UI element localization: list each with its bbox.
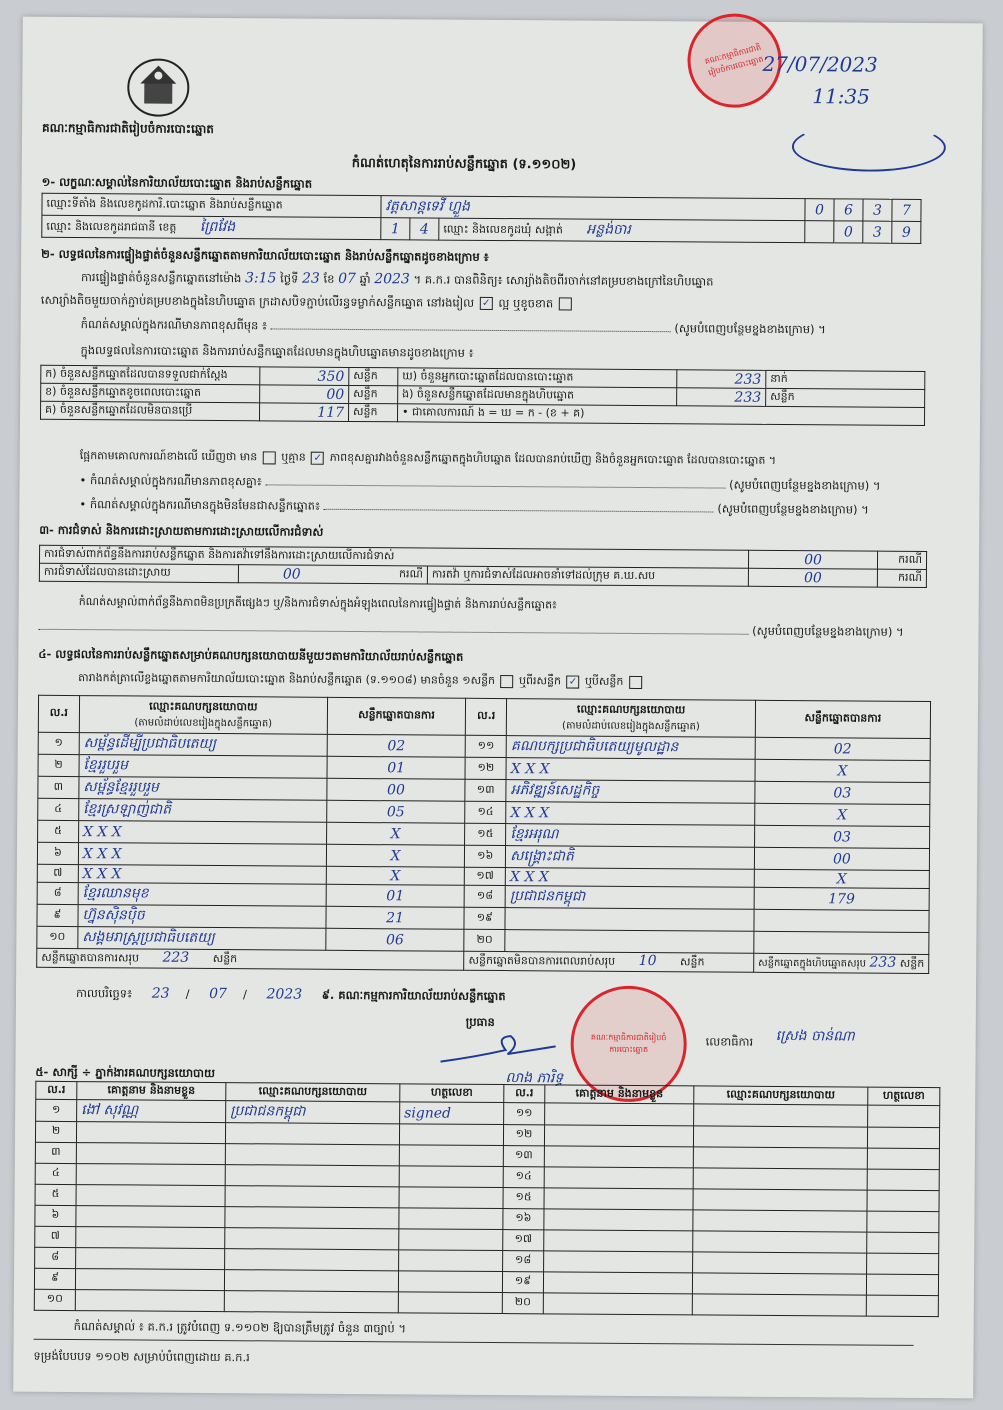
party-votes: X	[326, 866, 465, 885]
line2-text: សោរ្យ៉ាងតិចមួយចាក់ភ្ជាប់គម្របខាងក្នុងនៃហិបឆ្នោត ក្រដាសបិទភ្ជាប់លើរន្ធទម្លាក់សន្លឹកឆ្នោត នៅរងរៀល	[40, 292, 475, 310]
election-form-page	[13, 17, 983, 1399]
section3-note-line	[38, 619, 903, 642]
line1-text-a: ការផ្ទៀងផ្ទាត់ចំនួនសន្លឹកឆ្នោតនៅម៉ោង	[80, 270, 242, 286]
party-name: ខ្មែរស្រឡាញ់ជាតិ	[79, 799, 327, 823]
witness-party	[225, 1249, 399, 1271]
date-year: 2023	[266, 986, 303, 1003]
party-name: អភិវឌ្ឍន៍សេដ្ឋកិច្ច	[506, 780, 755, 804]
party-name: X X X	[505, 868, 754, 888]
party-votes: 01	[326, 884, 465, 907]
section4-heading: ៤- លទ្ធផលនៃការរាប់សន្លឹកឆ្នោតសម្រាប់គណបក្សនយោបាយនីមួយៗតាមការិយាល័យរាប់សន្លឹកឆ្នោត	[38, 646, 464, 664]
party-no: ៤	[38, 798, 79, 820]
col-party-title: ឈ្មោះគណបក្សនយោបាយ	[576, 702, 686, 716]
witness-no: ១៤	[503, 1167, 544, 1188]
commune-code-digit: 9	[892, 221, 921, 243]
witness-sign	[867, 1127, 939, 1149]
col-name: គោត្តនាម និងនាមខ្លួន	[77, 1082, 226, 1101]
unit: នាក់	[766, 370, 925, 389]
party-votes: 02	[327, 734, 466, 757]
witness-name	[544, 1188, 693, 1210]
witness-party	[693, 1168, 867, 1190]
col-no: ល.រ	[38, 695, 79, 732]
witness-no: ៧	[35, 1226, 76, 1247]
section3-heading: ៣- ការជំទាស់ និងការដោះស្រាយតាមការដោះស្រាយលើការជំទាស់	[39, 522, 324, 539]
unit: សន្លឹក	[766, 388, 925, 407]
witness-table	[34, 1081, 941, 1317]
section1-table	[41, 193, 921, 244]
col-party-sub: (តាមលំដាប់លេខរៀងក្នុងសន្លឹកឆ្នោត)	[134, 716, 273, 729]
party-no: ៩	[37, 904, 78, 926]
bad-label: ឬខូចខាត	[512, 296, 554, 311]
witness-no: ១៦	[503, 1209, 544, 1230]
objection-value: 00	[748, 550, 877, 569]
party-name: ប្រជាជនកម្ពុជា	[505, 886, 754, 910]
party-name	[505, 930, 754, 954]
witness-name	[545, 1103, 694, 1126]
station-code-digit: 0	[805, 199, 834, 221]
witness-sign	[868, 1105, 940, 1128]
party-name: ខ្មែររួបរួម	[79, 755, 327, 779]
party-no: ១៥	[465, 823, 506, 845]
date-month: 07	[209, 985, 228, 1003]
resolved-label: ការជំទាស់ដែលបានដោះស្រាយ	[39, 563, 238, 582]
check-line	[80, 449, 776, 470]
witness-no: ១	[36, 1099, 77, 1121]
witness-party	[693, 1126, 867, 1148]
witness-no: ៨	[35, 1247, 76, 1268]
party-votes: X	[755, 759, 930, 782]
one-sheet-checkbox[interactable]	[501, 675, 514, 688]
witness-sign	[399, 1250, 503, 1272]
witness-sign	[866, 1295, 938, 1317]
bullet-note-2	[79, 497, 868, 520]
witness-party	[224, 1291, 398, 1313]
committee-label: ៩. គណៈកម្មការការិយាល័យរាប់សន្លឹកឆ្នោត	[321, 987, 506, 1004]
witness-sign: signed	[400, 1102, 504, 1125]
col-sign: ហត្ថលេខា	[868, 1087, 940, 1106]
section3-note: កំណត់សម្គាល់ពាក់ព័ន្ធនឹងភាពមិនប្រក្រតីផ្សេងៗ ឬ/និងការជំទាស់ក្នុងអំឡុងពេលនៃការផ្ទៀងផ្ទាត់ និងការរាប់សន្លឹកឆ្នោត៖	[78, 595, 557, 612]
col-name: គោត្តនាម និងនាមខ្លួន	[545, 1085, 694, 1104]
witness-name	[75, 1290, 224, 1312]
col-party: ឈ្មោះគណបក្សនយោបាយ	[226, 1083, 400, 1102]
station-value	[381, 196, 805, 221]
station-label: ឈ្មោះទីតាំង និងលេខកូដការិ.បោះឆ្នោត និងរាប់សន្លឹកឆ្នោត	[42, 193, 381, 217]
province-code-digit: 1	[381, 218, 410, 240]
section3-note-suffix: (សូមបំពេញបន្ថែមខ្នងខាងក្រោម) ។	[752, 623, 904, 639]
witness-sign	[867, 1232, 939, 1254]
three-sheets-label: ឬបីសន្លឹក	[584, 674, 624, 688]
no-diff-checkbox[interactable]: ✓	[311, 451, 324, 464]
witness-party	[693, 1189, 867, 1211]
total-invalid-cell	[464, 951, 754, 972]
party-name: ខ្មែរឈានមុខ	[78, 883, 326, 907]
verify-year: 2023	[374, 271, 410, 288]
resolved-cell	[238, 565, 427, 584]
table-header-row	[38, 695, 930, 738]
unit: សន្លឹក	[348, 403, 397, 421]
witness-sign	[399, 1208, 503, 1230]
party-votes: 21	[326, 906, 465, 929]
section3-table	[39, 545, 927, 588]
commune-cell	[439, 218, 805, 243]
col-votes: សន្លឹកឆ្នោតបានការ	[755, 700, 930, 738]
emblem-logo	[126, 57, 190, 117]
witness-name	[544, 1251, 693, 1273]
col-party-title: ឈ្មោះគណបក្សនយោបាយ	[149, 699, 258, 713]
witness-no: ៣	[35, 1142, 76, 1163]
party-no: ១៣	[465, 779, 506, 801]
witness-no: ៥	[35, 1184, 76, 1205]
note-label: កំណត់សម្គាល់ក្នុងករណីមានភាពខុសពីមុន ៖	[80, 317, 268, 333]
section2-note	[81, 317, 826, 339]
witness-party	[225, 1165, 399, 1187]
spoiled-label: ខ) ចំនួនសន្លឹកឆ្នោតខូចពេលបោះឆ្នោត	[41, 383, 260, 403]
party-name: X X X	[78, 821, 326, 845]
line1-text-b: ថ្ងៃទី	[280, 271, 299, 286]
witness-party	[692, 1273, 866, 1295]
witness-sign	[867, 1211, 939, 1233]
formula: • ជាគោលការណ៍ ង = ឃ = ក - (ខ + គ)	[397, 404, 924, 426]
party-name: X X X	[506, 758, 755, 782]
witness-no: ១៩	[502, 1272, 543, 1293]
witness-party	[693, 1210, 867, 1232]
total-box-value: 233	[869, 954, 897, 971]
chair-label: ប្រធាន	[465, 1014, 495, 1029]
party-votes: 03	[755, 781, 930, 804]
witness-name	[76, 1227, 225, 1249]
party-votes: 06	[326, 928, 465, 951]
witness-name	[76, 1143, 225, 1165]
party-votes: 00	[327, 778, 466, 801]
province-label-text: ឈ្មោះ និងលេខកូដរាជធានី ខេត្ត	[46, 219, 177, 234]
witness-party	[694, 1104, 868, 1127]
witness-sign	[867, 1253, 939, 1275]
party-no: ៦	[37, 842, 78, 864]
col-party-sub: (តាមលំដាប់លេខរៀងក្នុងសន្លឹកឆ្នោត)	[562, 719, 700, 732]
bullet2-suffix: (សូមបំពេញបន្ថែមខ្នងខាងក្រោម) ។	[717, 501, 869, 517]
party-votes	[754, 931, 929, 954]
witness-no: ៦	[35, 1205, 76, 1226]
secretary-name: ស្រេង ចាន់ណា	[775, 1027, 855, 1045]
witness-party	[225, 1207, 399, 1229]
witness-name: ងៅ សុវណ្ណ	[77, 1100, 226, 1123]
witness-sign	[399, 1187, 503, 1209]
witness-party: ប្រជាជនកម្ពុជា	[226, 1101, 400, 1124]
party-name: ហ្វ៊ុនស៊ិនប៉ិច	[78, 905, 326, 929]
spoiled-value: 00	[260, 385, 349, 404]
col-party	[507, 699, 756, 738]
commune-label: ឈ្មោះ និងលេខកូដឃុំ សង្កាត់	[443, 222, 563, 237]
witness-name	[544, 1230, 693, 1252]
verify-day: 23	[301, 270, 320, 287]
party-name: X X X	[78, 865, 326, 885]
section2-results-table	[40, 365, 925, 426]
witness-no: ៩	[34, 1268, 75, 1289]
witness-sign	[399, 1229, 503, 1251]
line1-text-e: ។ គ.ក.រ បានពិនិត្យ៖ សោរ្យ៉ាងតិចពីរចាក់នៅគម្របខាងក្រៅនៃហិបឆ្នោត	[413, 272, 714, 289]
total-box-cell	[754, 953, 929, 973]
commune-code-digit: 3	[863, 221, 892, 243]
party-votes: 02	[755, 737, 930, 760]
witness-party	[225, 1186, 399, 1208]
party-name: ខ្មែរអរុណ	[506, 824, 755, 848]
witness-party	[692, 1294, 866, 1316]
station-code-digit: 7	[892, 199, 921, 221]
unit: សន្លឹក	[212, 952, 238, 966]
received-value: 350	[260, 367, 349, 386]
chair-name: លាង ភារិទ្ធ	[505, 1070, 564, 1087]
party-name: សម្ព័ន្ធដើម្បីប្រជាធិបតេយ្យ	[79, 733, 327, 757]
witness-name	[75, 1269, 224, 1291]
party-no: ១	[38, 732, 79, 754]
col-sign: ហត្ថលេខា	[400, 1084, 504, 1103]
party-no: ១៩	[464, 907, 505, 929]
witness-no: ៤	[35, 1163, 76, 1184]
bullet2-text: • កំណត់សម្គាល់ក្នុងករណីមានក្នុងមិនមែនជាសន្លឹកឆ្នោត៖	[79, 497, 321, 513]
objection-label: ការជំទាស់ពាក់ព័ន្ធនឹងការរាប់សន្លឹកឆ្នោត និងការតវ៉ាទៅនឹងការដោះស្រាយលើការជំទាស់	[39, 545, 748, 568]
station-code-digit: 3	[863, 199, 892, 221]
party-name: សម្ព័ន្ធខ្មែររួបរួម	[79, 777, 327, 801]
party-name: គណបក្សប្រជាធិបតេយ្យមូលដ្ឋាន	[506, 736, 755, 760]
party-no: ៨	[37, 882, 78, 904]
check-tail: ភាពខុសគ្នារវាងចំនួនសន្លឹកឆ្នោតក្នុងហិបឆ្នោត ដែលបានរាប់ឃើញ និងចំនួនអ្នកបោះឆ្នោត ដែលបានបោះឆ្នោត ។	[329, 450, 777, 467]
verify-month: 07	[338, 270, 357, 287]
footnote: កំណត់សម្គាល់ ៖ គ.ក.រ ត្រូវបំពេញ ទ.១១០២ ឱ្យបានត្រឹមត្រូវ ចំនួន ៣ច្បាប់ ។	[73, 1319, 407, 1336]
voted-value: 233	[677, 370, 766, 389]
party-results-table	[36, 695, 931, 974]
unused-label: គ) ចំនួនសន្លឹកឆ្នោតដែលមិនបានប្រើ	[41, 401, 260, 421]
section2-line1	[81, 269, 714, 291]
commune-code-digit: 0	[834, 221, 863, 243]
witness-party	[225, 1144, 399, 1166]
secretary-label: លេខាធិការ	[705, 1034, 754, 1049]
date-label: កាលបរិច្ឆេទ៖	[75, 986, 133, 1001]
committee-stamp-text: គណៈកម្មាធិការជាតិរៀបចំការបោះឆ្នោត	[590, 1032, 667, 1055]
province-name: ព្រៃវែង	[199, 218, 236, 236]
party-no: ១៦	[465, 845, 506, 867]
section2-heading: ២- លទ្ធផលនៃការផ្ទៀងផ្ទាត់ចំនួនសន្លឹកឆ្នោតតាមការិយាល័យបោះឆ្នោត និងរាប់សន្លឹកឆ្នោតដូចខាងក្រោម ៖	[41, 246, 489, 264]
chair-signature	[435, 1032, 565, 1069]
witness-party	[224, 1270, 398, 1292]
unused-value: 117	[259, 403, 348, 422]
witness-name	[76, 1248, 225, 1270]
witness-sign	[399, 1124, 503, 1146]
unit: សន្លឹក	[349, 367, 398, 385]
party-name: សង្គ្រោះជាតិ	[506, 846, 755, 870]
total-valid-label: សន្លឹកឆ្នោតបានការសរុប	[41, 950, 140, 965]
unit: សន្លឹក	[349, 385, 398, 403]
party-votes	[754, 909, 929, 932]
party-no: ២០	[464, 929, 505, 951]
in-box-label: ង) ចំនួនសន្លឹកឆ្នោតដែលមានក្នុងហិបឆ្នោត	[398, 386, 677, 406]
commune-name: អន្លង់ចារ	[586, 221, 631, 238]
total-valid-cell	[37, 948, 464, 970]
form-title: កំណត់ហេតុនៃការរាប់សន្លឹកឆ្នោត (ទ.១១០២)	[351, 155, 577, 173]
witness-party	[225, 1123, 399, 1145]
bullet1-suffix: (សូមបំពេញបន្ថែមខ្នងខាងក្រោម) ។	[729, 477, 881, 493]
appeal-label: ការតវ៉ា ឬការជំទាស់ដែលអាចនាំទៅដល់ក្រុម គ.ឃ.សប	[427, 566, 748, 586]
party-no: ២	[38, 754, 79, 776]
col-votes: សន្លឹកឆ្នោតបានការ	[327, 697, 466, 735]
witness-no: ១៥	[503, 1188, 544, 1209]
unit: សន្លឹក	[679, 955, 705, 969]
witness-name	[76, 1164, 225, 1186]
witness-no: ១៨	[503, 1251, 544, 1272]
witness-sign	[867, 1169, 939, 1191]
section2-line2	[41, 293, 574, 314]
good-checkbox[interactable]: ✓	[480, 297, 493, 310]
footer-text: ទម្រង់បែបបទ ១១០២ សម្រាប់បំពេញដោយ គ.ក.រ	[33, 1348, 250, 1365]
witness-name	[543, 1293, 692, 1315]
result-intro: ក្នុងលទ្ធផលនៃការបោះឆ្នោត និងការរាប់សន្លឹកឆ្នោតដែលមានក្នុងហិបឆ្នោតមានដូចខាងក្រោម ៖	[80, 343, 474, 360]
party-votes: 179	[754, 887, 929, 910]
party-no: ១២	[465, 757, 506, 779]
witness-name	[544, 1125, 693, 1147]
col-no: ល.រ	[36, 1081, 77, 1099]
witness-name	[76, 1185, 225, 1207]
col-no: ល.រ	[504, 1085, 545, 1103]
party-no: ១៧	[465, 867, 506, 885]
party-votes: 00	[754, 847, 929, 870]
line1-text-d: ឆ្នាំ	[359, 272, 371, 287]
party-no: ១០	[37, 926, 78, 948]
station-code-digit: 6	[834, 199, 863, 221]
no-diff-label: ឬគ្មាន	[281, 450, 306, 464]
witness-no: ១២	[503, 1125, 544, 1146]
col-no: ល.រ	[466, 698, 507, 735]
witness-party	[693, 1252, 867, 1274]
total-invalid-label: សន្លឹកឆ្នោតមិនបានការពេលរាប់សរុប	[468, 953, 616, 968]
good-label: ល្អ	[498, 295, 510, 311]
two-sheets-checkbox[interactable]: ✓	[566, 675, 579, 688]
station-name: វត្តសាន្តទេវី ហ្លួង	[385, 198, 470, 215]
witness-no: ១៧	[503, 1230, 544, 1251]
witness-sign	[866, 1274, 938, 1296]
check-line-text: ផ្អែកតាមគោលការណ៍ខាងលើ ឃើញថា មាន	[79, 449, 258, 464]
party-votes: X	[755, 803, 930, 826]
in-box-value: 233	[677, 388, 766, 407]
witness-name	[76, 1206, 225, 1228]
province-label	[42, 215, 381, 239]
resolved-value: 00	[282, 565, 301, 583]
corner-mark	[792, 122, 946, 172]
party-no: ១១	[465, 735, 506, 757]
party-no: ៧	[37, 864, 78, 882]
witness-sign	[399, 1145, 503, 1167]
witness-name	[76, 1122, 225, 1144]
witness-name	[544, 1167, 693, 1189]
party-no: ៣	[38, 776, 79, 798]
party-name: សង្គមរាស្ត្រប្រជាធិបតេយ្យ	[78, 927, 326, 951]
col-party	[79, 696, 327, 735]
witness-sign	[867, 1190, 939, 1212]
total-box-label: សន្លឹកឆ្នោតក្នុងហិបឆ្នោតសរុប	[758, 957, 867, 970]
witness-no: ១៣	[503, 1146, 544, 1167]
witness-name	[544, 1209, 693, 1231]
witness-party	[225, 1228, 399, 1250]
witness-sign	[399, 1166, 503, 1188]
witness-sign	[398, 1292, 502, 1314]
corner-time: 11:35	[812, 84, 870, 109]
witness-no: ១០	[34, 1289, 75, 1310]
received-label: ក) ចំនួនសន្លឹកឆ្នោតដែលបានទទួលជាក់ស្តែង	[41, 365, 260, 385]
footer-rule	[34, 1339, 914, 1346]
three-sheets-checkbox[interactable]	[629, 675, 642, 688]
date-day: 23	[151, 985, 170, 1002]
total-valid-value: 223	[162, 949, 190, 966]
party-votes: 05	[327, 800, 466, 823]
unit: ករណី	[877, 569, 926, 587]
party-name: X X X	[506, 802, 755, 826]
party-votes: 01	[327, 756, 466, 779]
section5-heading: ៥- សាក្សី ÷ ភ្នាក់ងារគណបក្សនយោបាយ	[35, 1064, 216, 1081]
party-votes: X	[326, 844, 465, 867]
corner-date: 27/07/2023	[762, 51, 878, 77]
note-suffix: (សូមបំពេញបន្ថែមខ្នងខាងក្រោម) ។	[674, 321, 826, 337]
appeal-value: 00	[748, 568, 877, 587]
section1-heading: ១- លក្ខណៈសម្គាល់នៃការិយាល័យបោះឆ្នោត និងរាប់សន្លឹកឆ្នោត	[41, 174, 313, 191]
party-no: ១៨	[464, 885, 505, 907]
stamp-text: គណៈកម្មាធិការជាតិរៀបចំការបោះឆ្នោត	[703, 42, 765, 78]
party-votes: X	[326, 822, 465, 845]
org-name: គណៈកម្មាធិការជាតិរៀបចំការបោះឆ្នោត	[41, 120, 214, 137]
witness-no: ២០	[502, 1293, 543, 1314]
unit: ករណី	[877, 551, 926, 569]
party-no: ១៤	[465, 801, 506, 823]
witness-name	[544, 1146, 693, 1168]
col-party: ឈ្មោះគណបក្សនយោបាយ	[694, 1086, 868, 1105]
party-name	[505, 908, 754, 932]
witness-no: ១១	[504, 1103, 545, 1125]
bullet1-text: • កំណត់សម្គាល់ក្នុងករណីមានភាពខុសគ្នា៖	[79, 473, 262, 489]
bad-checkbox[interactable]	[559, 297, 572, 310]
voted-label: ឃ) ចំនួនអ្នកបោះឆ្នោតដែលបានបោះឆ្នោត	[398, 368, 677, 388]
date-line: កាលបរិច្ឆេទ៖ 23 / 07 / 2023 ៩. គណៈកម្មការការិយាល័យរាប់សន្លឹកឆ្នោត	[75, 985, 506, 1004]
bullet-note-1	[80, 473, 881, 496]
has-diff-checkbox[interactable]	[263, 451, 276, 464]
party-votes: X	[754, 869, 929, 888]
witness-name	[543, 1272, 692, 1294]
party-no: ៥	[38, 820, 79, 842]
party-name: X X X	[78, 843, 326, 867]
intro-text: តារាងកត់ត្រាលើខ្លងឆ្នោតតាមការិយាល័យបោះឆ្នោត និងរាប់សន្លឹកឆ្នោត (ទ.១១០៨) មានចំនួន ១សន្លឹក	[78, 671, 496, 687]
unit: ករណី	[398, 566, 423, 580]
line1-text-c: ខែ	[323, 271, 335, 286]
party-votes: 03	[754, 825, 929, 848]
province-code-digit: 4	[410, 218, 439, 240]
verify-time: 3:15	[244, 270, 277, 287]
witness-no: ២	[35, 1121, 76, 1142]
section4-intro	[78, 671, 644, 691]
unit: សន្លឹក	[899, 956, 925, 970]
witness-sign	[398, 1271, 502, 1293]
total-invalid-value: 10	[638, 952, 657, 970]
witness-sign	[867, 1148, 939, 1170]
witness-party	[693, 1231, 867, 1253]
two-sheets-label: ឬពីរសន្លឹក	[519, 674, 562, 688]
witness-party	[693, 1147, 867, 1169]
